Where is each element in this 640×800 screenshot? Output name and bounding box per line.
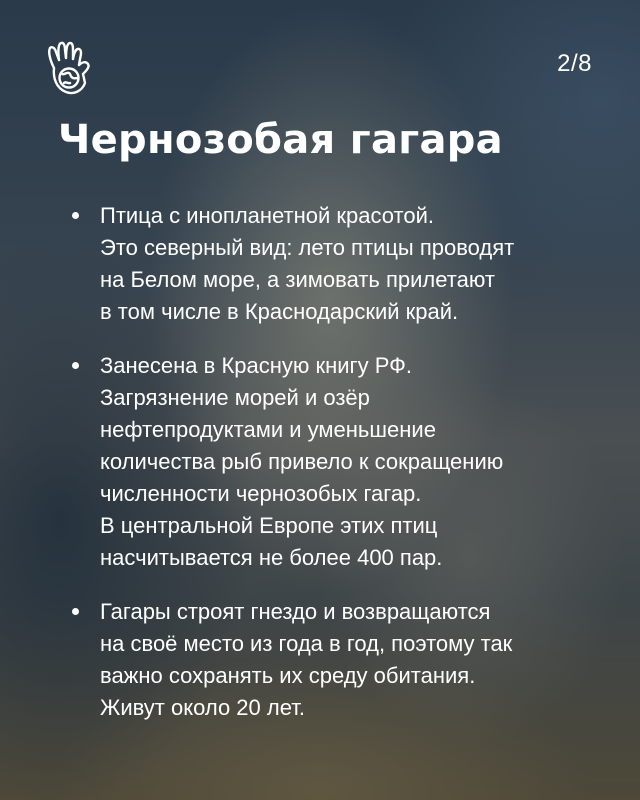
bullet-icon — [72, 608, 79, 615]
text-line: количества рыб привело к сокращению — [100, 449, 504, 474]
text-line: насчитывается не более 400 пар. — [100, 545, 443, 570]
text-line: Загрязнение морей и озёр — [100, 385, 370, 410]
text-line: численности чернозобых гагар. — [100, 481, 422, 506]
hand-with-globe-icon — [40, 38, 100, 98]
text-line: важно сохранять их среду обитания. — [100, 663, 476, 688]
page-counter: 2/8 — [557, 50, 592, 77]
page-title: Чернозобая гагара — [58, 117, 503, 163]
text-line: Живут около 20 лет. — [100, 695, 305, 720]
text-line: В центральной Европе этих птиц — [100, 513, 438, 538]
text-line: Гагары строят гнездо и возвращаются — [100, 599, 491, 624]
bullet-icon — [72, 212, 79, 219]
fact-list — [70, 200, 590, 746]
text-line: Это северный вид: лето птицы проводят — [100, 235, 515, 260]
text-line: Птица с инопланетной красотой. — [100, 203, 434, 228]
text-line: на своё место из года в год, поэтому так — [100, 631, 513, 656]
list-item — [70, 596, 590, 724]
text-line: нефтепродуктами и уменьшение — [100, 417, 436, 442]
text-line: Занесена в Красную книгу РФ. — [100, 353, 412, 378]
text-line: на Белом море, а зимовать прилетают — [100, 267, 495, 292]
bullet-icon — [72, 362, 79, 369]
text-line: в том числе в Краснодарский край. — [100, 299, 459, 324]
list-item — [70, 350, 590, 574]
list-item — [70, 200, 590, 328]
